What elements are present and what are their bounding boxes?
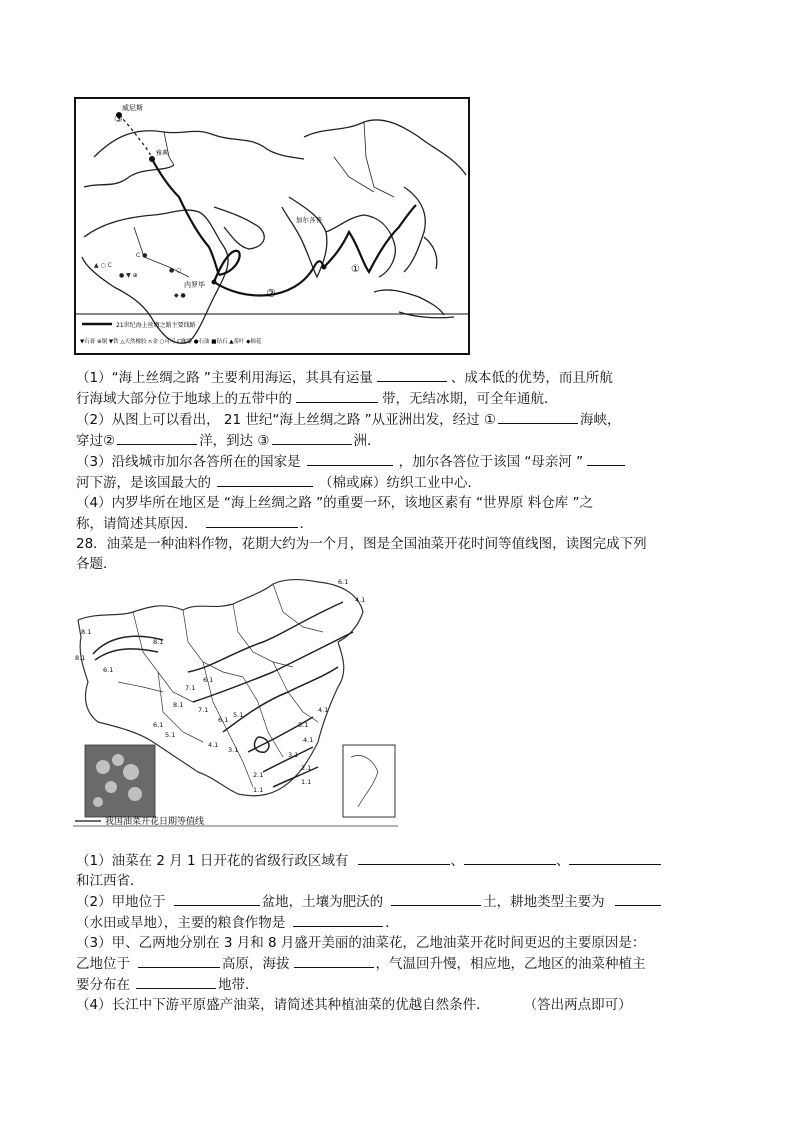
answer-blank[interactable] [377, 367, 447, 382]
iso-label: 4.1 [208, 741, 219, 749]
q27-line-3: （2）从图上可以看出， 21 世纪“海上丝绸之路 ”从亚洲出发，经过 ① 海峡， [76, 409, 724, 430]
answer-blank[interactable] [296, 388, 378, 403]
iso-label: 4.1 [318, 706, 329, 714]
svg-text:◆ ●: ◆ ● [174, 292, 186, 299]
answer-blank[interactable] [293, 912, 383, 927]
answer-blank[interactable] [587, 451, 625, 466]
q27-line-8: 称，请简述其原因． ． [76, 513, 724, 534]
q27-block [76, 367, 724, 574]
answer-blank[interactable] [498, 409, 578, 424]
q27-line-2: 行海域大部分位于地球上的五带中的 带，无结冰期，可全年通航． [76, 388, 724, 409]
answer-blank[interactable] [358, 850, 450, 865]
venice-label: 威尼斯 [122, 104, 143, 112]
q27-line-1: （1）“海上丝绸之路 ”主要利用海运，其具有运量 、成本低的优势，而且所航 [76, 367, 724, 388]
q28-line-5: （3）甲、乙两地分别在 3 月和 8 月盛开美丽的油菜花，乙地油菜开花时间更迟的主要原因是： [76, 935, 646, 951]
q28-line-3: （2）甲地位于 盆地，土壤为肥沃的 土，耕地类型主要为 [76, 891, 724, 912]
q28-block [76, 850, 724, 1015]
iso-label: 8.1 [173, 701, 184, 709]
answer-blank[interactable] [174, 891, 260, 906]
q28-line-2: 和江西省． [76, 873, 144, 889]
south-china-sea-inset [343, 745, 395, 817]
rapeseed-isoline-map [73, 572, 398, 832]
iso-label: 1.1 [301, 778, 312, 786]
athens-label: 雅典 [156, 150, 169, 157]
map2-caption: 我国油菜开花日期等值线 [105, 817, 205, 827]
marker-3: ③ [114, 114, 123, 125]
q28-intro-1: 28．油菜是一种油料作物，花期大约为一个月，图是全国油菜开花时间等值线图，读图完成下列 [76, 536, 647, 552]
marker-2: ② [266, 287, 276, 300]
map1-legend-title: 21世纪海上丝绸之路主要线路 [116, 322, 196, 329]
q27-line-6: 河下游，是该国最大的 （棉或麻）纺织工业中心． [76, 472, 724, 493]
answer-blank[interactable] [117, 430, 197, 445]
answer-blank[interactable] [272, 430, 352, 445]
iso-label: 5.1 [298, 721, 309, 729]
iso-label: 8.1 [153, 638, 164, 646]
svg-text:C ●: C ● [136, 252, 148, 259]
answer-blank[interactable] [217, 472, 313, 487]
iso-label: 2.1 [301, 764, 312, 772]
iso-label: 7.1 [198, 706, 209, 714]
iso-label: 3.1 [228, 746, 239, 754]
iso-label: 5.1 [233, 711, 244, 719]
q27-line-5: （3）沿线城市加尔各答所在的国家是 ，加尔各答位于该国 “母亲河 ” [76, 451, 724, 472]
answer-blank[interactable] [615, 891, 661, 906]
iso-label: 5.1 [165, 731, 176, 739]
iso-label: 6.1 [203, 676, 214, 684]
iso-label: 8.1 [75, 654, 86, 662]
q28-intro-2: 各题． [76, 556, 117, 572]
iso-label: 6.1 [103, 666, 114, 674]
iso-label: 3.1 [288, 751, 299, 759]
nairobi-label: 内罗毕 [184, 281, 205, 289]
map1-legend-items: ▼石膏 ⊕铜 ▼铁 △天然橡胶 ∩金 ○可可 C咖啡 ●石油 ■钻石 ▲茶叶 ◆棉花 [80, 339, 262, 345]
answer-blank[interactable] [206, 513, 298, 528]
svg-text:▲ ○ C: ▲ ○ C [94, 262, 112, 269]
q28-line-7: 要分布在 地带． [76, 974, 724, 995]
q28-line-4: （水田或旱地），主要的粮食作物是 ． [76, 912, 724, 933]
answer-blank[interactable] [136, 974, 216, 989]
answer-blank[interactable] [307, 451, 393, 466]
answer-blank[interactable] [294, 953, 374, 968]
svg-text:● ○: ● ○ [169, 267, 182, 274]
q28-line-8: （4）长江中下游平原盛产油菜，请简述其种植油菜的优越自然条件． （答出两点即可） [76, 997, 632, 1013]
marker-1: ① [351, 264, 360, 275]
answer-blank[interactable] [391, 891, 481, 906]
iso-label: 1.1 [253, 786, 264, 794]
q27-line-4: 穿过② 洋，到达 ③ 洲． [76, 430, 724, 451]
iso-label: 4.1 [355, 596, 366, 604]
iso-label: 4.1 [303, 736, 314, 744]
iso-label: 6.1 [338, 578, 349, 586]
iso-label: 7.1 [185, 684, 196, 692]
iso-label: 8.1 [81, 628, 92, 636]
q28-line-6: 乙地位于 高原，海拔 ，气温回升慢，相应地，乙地区的油菜种植主 [76, 953, 724, 974]
iso-label: 2.1 [253, 771, 264, 779]
iso-label: 6.1 [218, 716, 229, 724]
answer-blank[interactable] [464, 850, 556, 865]
kolkata-label: 加尔各答 [296, 216, 322, 224]
q28-line-1: （1）油菜在 2 月 1 日开花的省级行政区域有 、 、 [76, 850, 724, 871]
silk-road-map [74, 97, 470, 355]
svg-text:● ▼ ⊕: ● ▼ ⊕ [119, 272, 138, 279]
answer-blank[interactable] [569, 850, 661, 865]
q27-line-7: （4）内罗毕所在地区是 “海上丝绸之路 ”的重要一环，该地区素有 “世界原 料仓库 ”之 [76, 495, 594, 511]
iso-label: 6.1 [153, 721, 164, 729]
answer-blank[interactable] [138, 953, 220, 968]
